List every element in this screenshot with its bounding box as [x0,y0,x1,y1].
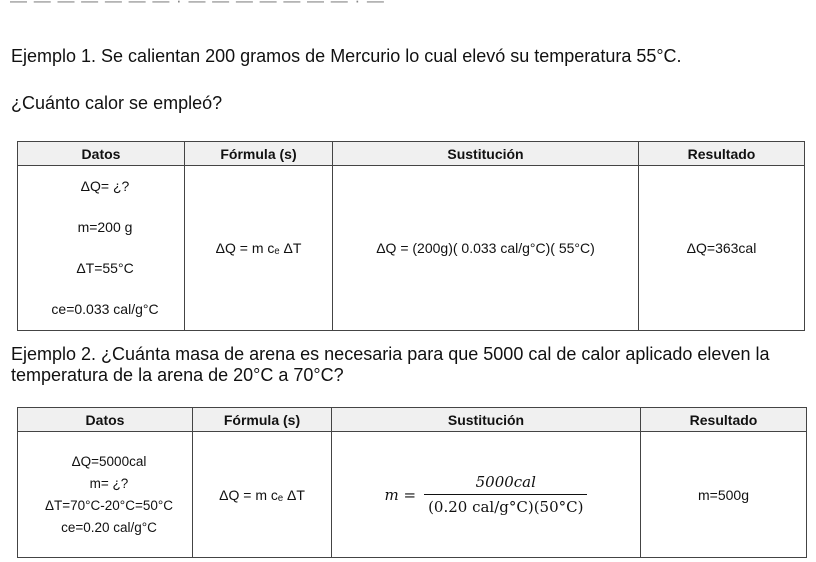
table-header-row [18,142,805,166]
table-row [18,432,807,558]
header-sustitucion: Sustitución [333,142,639,166]
ejemplo2-statement: Ejemplo 2. ¿Cuánta masa de arena es necesaria para que 5000 cal de calor aplicado eleven la temperatura de la arena de 20°C a 70°C? [11,344,770,385]
header-formula: Fórmula (s) [185,142,333,166]
dato-masa: m=200 g [77,219,133,235]
datos-cell [18,166,185,331]
dato-ce: ce=0.033 cal/g°C [51,301,159,317]
table-row [18,166,805,331]
table-ejemplo2 [17,407,807,558]
header-datos: Datos [18,142,185,166]
header-resultado: Resultado [639,142,805,166]
fraction-denominator: (0.20 cal/g°C)(50°C) [424,494,587,516]
header-sustitucion: Sustitución [332,408,641,432]
dato-delta-t: ΔT=70°C-20°C=50°C [44,497,174,513]
formula-cell: ΔQ = m cₑ ΔT [185,166,333,331]
sustitucion-cell [332,432,641,558]
dato-delta-t: ΔT=55°C [76,260,134,276]
sustitucion-cell: ΔQ = (200g)( 0.033 cal/g°C)( 55°C) [333,166,639,331]
datos-cell [18,432,193,558]
ejemplo1-statement: Ejemplo 1. Se calientan 200 gramos de Mercurio lo cual elevó su temperatura 55°C. [11,46,682,66]
table-header-row [18,408,807,432]
dato-delta-q: ΔQ=5000cal [71,453,147,469]
table-ejemplo1 [17,141,805,331]
fraction-lhs: m = [384,485,417,504]
header-datos: Datos [18,408,193,432]
ejemplo1-question: ¿Cuánto calor se empleó? [11,93,223,113]
cropped-top-text: — — — — — — — · — — — — — — — · — [10,0,385,10]
resultado-cell: m=500g [641,432,807,558]
cropped-top-line [0,0,816,14]
header-resultado: Resultado [641,408,807,432]
fraction-equation [385,473,588,516]
dato-delta-q: ΔQ= ¿? [80,178,130,194]
dato-ce: ce=0.20 cal/g°C [61,519,157,535]
resultado-cell: ΔQ=363cal [639,166,805,331]
fraction [424,473,587,516]
fraction-numerator: 5000cal [475,473,536,491]
dato-masa: m= ¿? [89,475,129,491]
formula-cell: ΔQ = m cₑ ΔT [193,432,332,558]
header-formula: Fórmula (s) [193,408,332,432]
